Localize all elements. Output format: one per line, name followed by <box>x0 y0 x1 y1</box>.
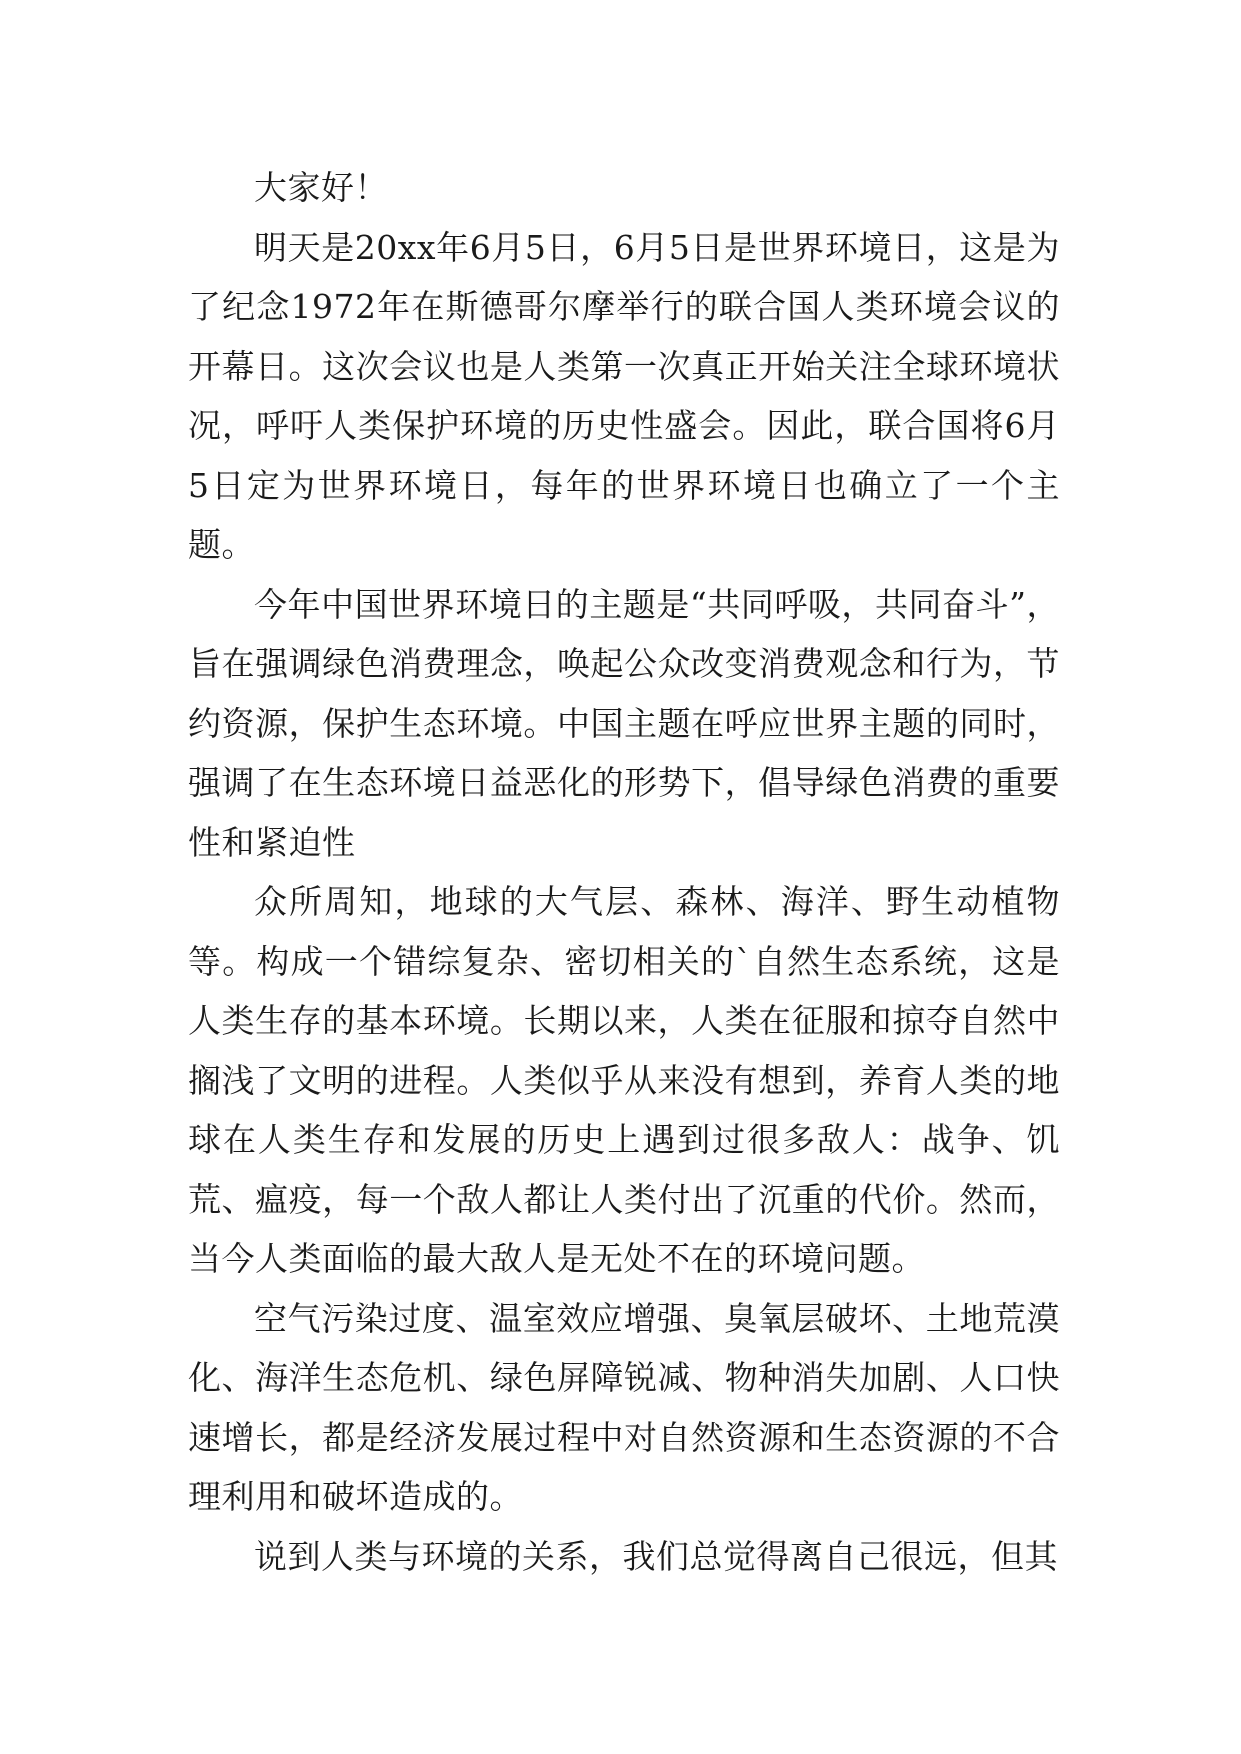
paragraph-ecosystem: 众所周知，地球的大气层、森林、海洋、野生动植物等。构成一个错综复杂、密切相关的`自然生态系统，这是人类生存的基本环境。长期以来，人类在征服和掠夺自然中搁浅了文明的进程。人类似乎从来没有想到，养育人类的地球在人类生存和发展的历史上遇到过很多敌人：战争、饥荒、瘟疫，每一个敌人都让人类付出了沉重的代价。然而，当今人类面临的最大敌人是无处不在的环境问题。 <box>188 882 1060 1278</box>
greeting-paragraph: 大家好！ <box>254 168 388 207</box>
paragraph-environment-day: 明天是20xx年6月5日，6月5日是世界环境日，这是为了纪念1972年在斯德哥尔摩举行的联合国人类环境会议的开幕日。这次会议也是人类第一次真正开始关注全球环境状况，呼吁人类保护环境的历史性盛会。因此，联合国将6月5日定为世界环境日，每年的世界环境日也确立了一个主题。 <box>188 227 1060 564</box>
speech-body <box>188 158 1060 1586</box>
paragraph-relationship: 说到人类与环境的关系，我们总觉得离自己很远，但其 <box>254 1536 1058 1576</box>
paragraph-pollution: 空气污染过度、温室效应增强、臭氧层破坏、土地荒漠化、海洋生态危机、绿色屏障锐减、物种消失加剧、人口快速增长，都是经济发展过程中对自然资源和生态资源的不合理利用和破坏造成的。 <box>188 1298 1060 1516</box>
paragraph-china-theme: 今年中国世界环境日的主题是“共同呼吸，共同奋斗”，旨在强调绿色消费理念，唤起公众改变消费观念和行为，节约资源，保护生态环境。中国主题在呼应世界主题的同时，强调了在生态环境日益恶化的形势下，倡导绿色消费的重要性和紧迫性 <box>188 584 1060 862</box>
